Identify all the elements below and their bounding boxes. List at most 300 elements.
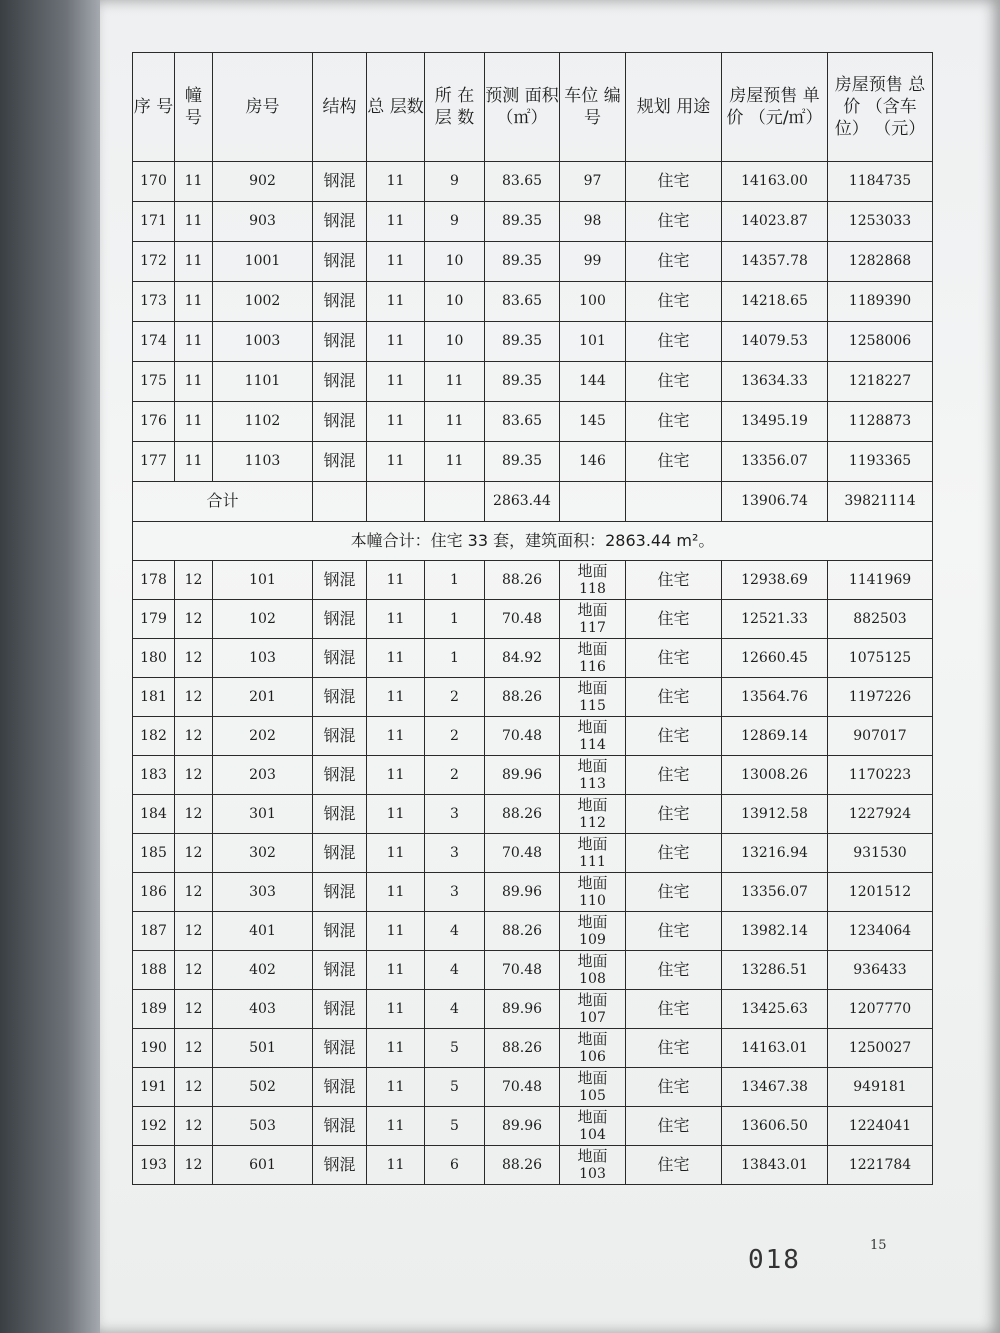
cell-floor: 3	[425, 873, 485, 912]
cell-area: 88.26	[485, 561, 560, 600]
cell-floor: 1	[425, 600, 485, 639]
cell-area: 89.35	[485, 322, 560, 362]
cell-usage: 住宅	[626, 639, 722, 678]
cell-building: 12	[175, 1107, 213, 1146]
cell-building: 11	[175, 322, 213, 362]
cell-structure: 钢混	[313, 912, 367, 951]
cell-room: 1103	[213, 442, 313, 482]
parking-prefix: 地面	[577, 1147, 608, 1166]
cell-floor: 5	[425, 1068, 485, 1107]
header-building: 幢 号	[175, 53, 213, 162]
cell-building: 12	[175, 1068, 213, 1107]
cell-floor: 11	[425, 442, 485, 482]
cell-building: 11	[175, 442, 213, 482]
cell-parking: 101	[560, 322, 626, 362]
parking-number: 116	[579, 658, 606, 675]
building-note-row	[133, 522, 933, 561]
cell-building: 11	[175, 162, 213, 202]
parking-prefix: 地面	[577, 1069, 608, 1088]
cell-total-price: 1221784	[828, 1146, 933, 1185]
cell-building: 11	[175, 362, 213, 402]
cell-total-price: 1197226	[828, 678, 933, 717]
cell-usage: 住宅	[626, 202, 722, 242]
cell-structure: 钢混	[313, 756, 367, 795]
parking-prefix: 地面	[577, 1108, 608, 1127]
cell-total-floors: 11	[367, 756, 425, 795]
cell-unit-price: 12869.14	[722, 717, 828, 756]
cell-parking	[560, 834, 626, 873]
cell-floor: 5	[425, 1107, 485, 1146]
cell-unit-price: 13634.33	[722, 362, 828, 402]
cell-total-floors: 11	[367, 561, 425, 600]
table-row	[133, 561, 933, 600]
cell-building: 12	[175, 912, 213, 951]
cell-unit-price: 13286.51	[722, 951, 828, 990]
table-row	[133, 1029, 933, 1068]
cell-building: 12	[175, 795, 213, 834]
subtotal-area: 2863.44	[485, 482, 560, 522]
cell-seq: 191	[133, 1068, 175, 1107]
cell-usage: 住宅	[626, 756, 722, 795]
cell-room: 401	[213, 912, 313, 951]
cell-total-price: 1258006	[828, 322, 933, 362]
subtotal-total-price: 39821114	[828, 482, 933, 522]
cell-room: 203	[213, 756, 313, 795]
cell-building: 11	[175, 402, 213, 442]
cell-seq: 193	[133, 1146, 175, 1185]
cell-usage: 住宅	[626, 1146, 722, 1185]
cell-area: 88.26	[485, 912, 560, 951]
cell-total-floors: 11	[367, 951, 425, 990]
cell-total-floors: 11	[367, 678, 425, 717]
cell-floor: 10	[425, 282, 485, 322]
header-row	[133, 53, 933, 162]
cell-floor: 11	[425, 362, 485, 402]
cell-structure: 钢混	[313, 162, 367, 202]
subtotal-row	[133, 482, 933, 522]
cell-seq: 182	[133, 717, 175, 756]
cell-total-floors: 11	[367, 162, 425, 202]
cell-parking	[560, 951, 626, 990]
cell-area: 70.48	[485, 600, 560, 639]
cell-usage: 住宅	[626, 322, 722, 362]
cell-structure: 钢混	[313, 678, 367, 717]
cell-seq: 176	[133, 402, 175, 442]
table-row	[133, 600, 933, 639]
cell-total-price: 1075125	[828, 639, 933, 678]
header-parking: 车位 编号	[560, 53, 626, 162]
cell-building: 12	[175, 873, 213, 912]
cell-usage: 住宅	[626, 1107, 722, 1146]
cell-unit-price: 14023.87	[722, 202, 828, 242]
cell-total-price: 1250027	[828, 1029, 933, 1068]
parking-prefix: 地面	[577, 718, 608, 737]
cell-structure: 钢混	[313, 951, 367, 990]
parking-prefix: 地面	[577, 640, 608, 659]
table-row	[133, 242, 933, 282]
cell-structure: 钢混	[313, 639, 367, 678]
cell-parking	[560, 717, 626, 756]
cell-usage: 住宅	[626, 600, 722, 639]
cell-building: 12	[175, 834, 213, 873]
cell-total-floors: 11	[367, 1068, 425, 1107]
cell-floor: 2	[425, 678, 485, 717]
cell-unit-price: 12521.33	[722, 600, 828, 639]
cell-total-floors: 11	[367, 322, 425, 362]
cell-unit-price: 13467.38	[722, 1068, 828, 1107]
table-row	[133, 442, 933, 482]
cell-seq: 181	[133, 678, 175, 717]
cell-room: 1001	[213, 242, 313, 282]
cell-parking: 144	[560, 362, 626, 402]
cell-total-floors: 11	[367, 362, 425, 402]
cell-area: 89.96	[485, 990, 560, 1029]
cell-area: 83.65	[485, 402, 560, 442]
cell-room: 202	[213, 717, 313, 756]
cell-seq: 175	[133, 362, 175, 402]
table-row	[133, 162, 933, 202]
parking-number: 112	[579, 814, 606, 831]
cell-total-price: 1207770	[828, 990, 933, 1029]
cell-seq: 178	[133, 561, 175, 600]
cell-seq: 180	[133, 639, 175, 678]
cell-building: 12	[175, 1146, 213, 1185]
parking-number: 114	[579, 736, 606, 753]
header-usage: 规划 用途	[626, 53, 722, 162]
cell-total-price: 1128873	[828, 402, 933, 442]
cell-total-price: 1282868	[828, 242, 933, 282]
cell-building: 12	[175, 756, 213, 795]
cell-building: 12	[175, 951, 213, 990]
header-total-floors: 总 层数	[367, 53, 425, 162]
cell-unit-price: 12660.45	[722, 639, 828, 678]
cell-parking	[560, 756, 626, 795]
cell-area: 70.48	[485, 1068, 560, 1107]
cell-room: 1002	[213, 282, 313, 322]
cell-room: 903	[213, 202, 313, 242]
table-row	[133, 322, 933, 362]
cell-room: 502	[213, 1068, 313, 1107]
cell-structure: 钢混	[313, 561, 367, 600]
cell-usage: 住宅	[626, 795, 722, 834]
cell-structure: 钢混	[313, 242, 367, 282]
subtotal-empty-cell	[560, 482, 626, 522]
cell-seq: 189	[133, 990, 175, 1029]
cell-room: 1003	[213, 322, 313, 362]
cell-usage: 住宅	[626, 834, 722, 873]
cell-total-floors: 11	[367, 600, 425, 639]
table-row	[133, 1107, 933, 1146]
cell-usage: 住宅	[626, 1029, 722, 1068]
cell-area: 83.65	[485, 162, 560, 202]
parking-number: 107	[579, 1009, 606, 1026]
cell-floor: 1	[425, 561, 485, 600]
cell-unit-price: 13356.07	[722, 442, 828, 482]
parking-prefix: 地面	[577, 562, 608, 581]
cell-unit-price: 13008.26	[722, 756, 828, 795]
cell-parking	[560, 600, 626, 639]
cell-total-floors: 11	[367, 1146, 425, 1185]
cell-unit-price: 13982.14	[722, 912, 828, 951]
cell-floor: 9	[425, 202, 485, 242]
cell-floor: 2	[425, 717, 485, 756]
cell-total-floors: 11	[367, 282, 425, 322]
cell-seq: 177	[133, 442, 175, 482]
subtotal-empty-cell	[367, 482, 425, 522]
cell-room: 101	[213, 561, 313, 600]
cell-structure: 钢混	[313, 1029, 367, 1068]
cell-usage: 住宅	[626, 402, 722, 442]
cell-room: 103	[213, 639, 313, 678]
header-total-price: 房屋预售 总价 （含车位） （元）	[828, 53, 933, 162]
cell-usage: 住宅	[626, 162, 722, 202]
cell-structure: 钢混	[313, 795, 367, 834]
table-row	[133, 834, 933, 873]
cell-area: 89.96	[485, 873, 560, 912]
cell-room: 402	[213, 951, 313, 990]
cell-total-floors: 11	[367, 795, 425, 834]
presale-price-table	[132, 52, 933, 1185]
cell-total-floors: 11	[367, 873, 425, 912]
table-row	[133, 678, 933, 717]
cell-room: 1102	[213, 402, 313, 442]
cell-area: 89.35	[485, 362, 560, 402]
parking-number: 104	[579, 1126, 606, 1143]
cell-total-price: 1201512	[828, 873, 933, 912]
cell-parking	[560, 912, 626, 951]
cell-parking	[560, 1029, 626, 1068]
cell-usage: 住宅	[626, 242, 722, 282]
table-row	[133, 1146, 933, 1185]
cell-total-floors: 11	[367, 202, 425, 242]
cell-area: 88.26	[485, 1029, 560, 1068]
subtotal-label: 合计	[133, 482, 313, 522]
cell-floor: 4	[425, 990, 485, 1029]
subtotal-unit-price: 13906.74	[722, 482, 828, 522]
cell-structure: 钢混	[313, 322, 367, 362]
parking-prefix: 地面	[577, 835, 608, 854]
table-body-building-11	[133, 162, 933, 482]
cell-usage: 住宅	[626, 717, 722, 756]
cell-building: 11	[175, 242, 213, 282]
parking-prefix: 地面	[577, 874, 608, 893]
table-row	[133, 1068, 933, 1107]
cell-unit-price: 13216.94	[722, 834, 828, 873]
table-row	[133, 282, 933, 322]
cell-usage: 住宅	[626, 561, 722, 600]
parking-number: 118	[579, 580, 606, 597]
table-body-building-12	[133, 561, 933, 1185]
cell-floor: 10	[425, 322, 485, 362]
cell-total-price: 1193365	[828, 442, 933, 482]
header-floor: 所 在 层 数	[425, 53, 485, 162]
cell-floor: 4	[425, 912, 485, 951]
parking-number: 105	[579, 1087, 606, 1104]
cell-area: 88.26	[485, 1146, 560, 1185]
cell-floor: 11	[425, 402, 485, 442]
parking-number: 110	[579, 892, 606, 909]
cell-room: 902	[213, 162, 313, 202]
cell-total-price: 907017	[828, 717, 933, 756]
cell-structure: 钢混	[313, 1107, 367, 1146]
cell-building: 11	[175, 282, 213, 322]
cell-usage: 住宅	[626, 873, 722, 912]
cell-total-price: 1234064	[828, 912, 933, 951]
cell-building: 11	[175, 202, 213, 242]
cell-structure: 钢混	[313, 717, 367, 756]
cell-unit-price: 14218.65	[722, 282, 828, 322]
cell-room: 601	[213, 1146, 313, 1185]
header-unit-price: 房屋预售 单 价 （元/㎡）	[722, 53, 828, 162]
cell-total-floors: 11	[367, 242, 425, 282]
cell-seq: 172	[133, 242, 175, 282]
cell-unit-price: 14079.53	[722, 322, 828, 362]
cell-room: 1101	[213, 362, 313, 402]
cell-floor: 3	[425, 834, 485, 873]
cell-seq: 190	[133, 1029, 175, 1068]
cell-floor: 1	[425, 639, 485, 678]
table-row	[133, 990, 933, 1029]
table-row	[133, 362, 933, 402]
cell-total-price: 1184735	[828, 162, 933, 202]
cell-usage: 住宅	[626, 990, 722, 1029]
parking-number: 115	[579, 697, 606, 714]
table-row	[133, 756, 933, 795]
parking-number: 108	[579, 970, 606, 987]
stamp-number: 018	[748, 1245, 801, 1275]
building-note: 本幢合计：住宅 33 套，建筑面积：2863.44 m²。	[133, 522, 933, 561]
cell-seq: 183	[133, 756, 175, 795]
cell-total-price: 931530	[828, 834, 933, 873]
cell-total-floors: 11	[367, 1029, 425, 1068]
table-row	[133, 402, 933, 442]
cell-parking	[560, 873, 626, 912]
cell-building: 12	[175, 600, 213, 639]
cell-parking: 145	[560, 402, 626, 442]
parking-number: 109	[579, 931, 606, 948]
page-number: 15	[870, 1238, 887, 1253]
cell-total-floors: 11	[367, 402, 425, 442]
cell-floor: 9	[425, 162, 485, 202]
table-row	[133, 717, 933, 756]
parking-prefix: 地面	[577, 991, 608, 1010]
header-seq: 序 号	[133, 53, 175, 162]
cell-total-floors: 11	[367, 717, 425, 756]
subtotal-empty-cell	[626, 482, 722, 522]
cell-parking: 98	[560, 202, 626, 242]
table-row	[133, 873, 933, 912]
cell-floor: 3	[425, 795, 485, 834]
cell-total-floors: 11	[367, 990, 425, 1029]
cell-parking: 146	[560, 442, 626, 482]
cell-floor: 5	[425, 1029, 485, 1068]
cell-building: 12	[175, 639, 213, 678]
cell-area: 88.26	[485, 795, 560, 834]
cell-total-price: 949181	[828, 1068, 933, 1107]
cell-structure: 钢混	[313, 600, 367, 639]
cell-seq: 187	[133, 912, 175, 951]
cell-total-price: 936433	[828, 951, 933, 990]
parking-number: 103	[579, 1165, 606, 1182]
cell-seq: 186	[133, 873, 175, 912]
cell-structure: 钢混	[313, 202, 367, 242]
cell-area: 89.96	[485, 756, 560, 795]
cell-structure: 钢混	[313, 1146, 367, 1185]
parking-prefix: 地面	[577, 952, 608, 971]
cell-room: 102	[213, 600, 313, 639]
cell-building: 12	[175, 990, 213, 1029]
cell-seq: 171	[133, 202, 175, 242]
cell-area: 89.35	[485, 202, 560, 242]
cell-total-floors: 11	[367, 1107, 425, 1146]
cell-seq: 173	[133, 282, 175, 322]
parking-number: 111	[579, 853, 606, 870]
cell-total-floors: 11	[367, 912, 425, 951]
cell-unit-price: 13843.01	[722, 1146, 828, 1185]
cell-parking	[560, 1068, 626, 1107]
table-row	[133, 912, 933, 951]
cell-structure: 钢混	[313, 873, 367, 912]
cell-room: 303	[213, 873, 313, 912]
cell-floor: 4	[425, 951, 485, 990]
cell-area: 70.48	[485, 951, 560, 990]
cell-unit-price: 13912.58	[722, 795, 828, 834]
cell-usage: 住宅	[626, 951, 722, 990]
parking-prefix: 地面	[577, 679, 608, 698]
cell-parking	[560, 990, 626, 1029]
cell-parking: 99	[560, 242, 626, 282]
cell-room: 301	[213, 795, 313, 834]
cell-area: 84.92	[485, 639, 560, 678]
cell-unit-price: 12938.69	[722, 561, 828, 600]
cell-room: 503	[213, 1107, 313, 1146]
cell-parking	[560, 678, 626, 717]
cell-total-price: 1218227	[828, 362, 933, 402]
cell-parking	[560, 561, 626, 600]
parking-number: 106	[579, 1048, 606, 1065]
cell-unit-price: 13495.19	[722, 402, 828, 442]
cell-structure: 钢混	[313, 402, 367, 442]
parking-prefix: 地面	[577, 913, 608, 932]
cell-structure: 钢混	[313, 362, 367, 402]
cell-parking: 97	[560, 162, 626, 202]
cell-seq: 174	[133, 322, 175, 362]
subtotal-empty-cell	[313, 482, 367, 522]
cell-seq: 184	[133, 795, 175, 834]
header-area: 预测 面积 （㎡）	[485, 53, 560, 162]
cell-area: 89.35	[485, 442, 560, 482]
cell-parking: 100	[560, 282, 626, 322]
cell-seq: 192	[133, 1107, 175, 1146]
table-row	[133, 639, 933, 678]
cell-total-floors: 11	[367, 639, 425, 678]
cell-floor: 2	[425, 756, 485, 795]
table-subtotal	[133, 482, 933, 561]
cell-parking	[560, 1107, 626, 1146]
cell-usage: 住宅	[626, 678, 722, 717]
cell-structure: 钢混	[313, 282, 367, 322]
parking-prefix: 地面	[577, 796, 608, 815]
cell-building: 12	[175, 1029, 213, 1068]
cell-area: 89.35	[485, 242, 560, 282]
cell-total-price: 1253033	[828, 202, 933, 242]
cell-unit-price: 14357.78	[722, 242, 828, 282]
cell-parking	[560, 1146, 626, 1185]
cell-usage: 住宅	[626, 362, 722, 402]
cell-building: 12	[175, 717, 213, 756]
table-row	[133, 795, 933, 834]
header-room: 房号	[213, 53, 313, 162]
